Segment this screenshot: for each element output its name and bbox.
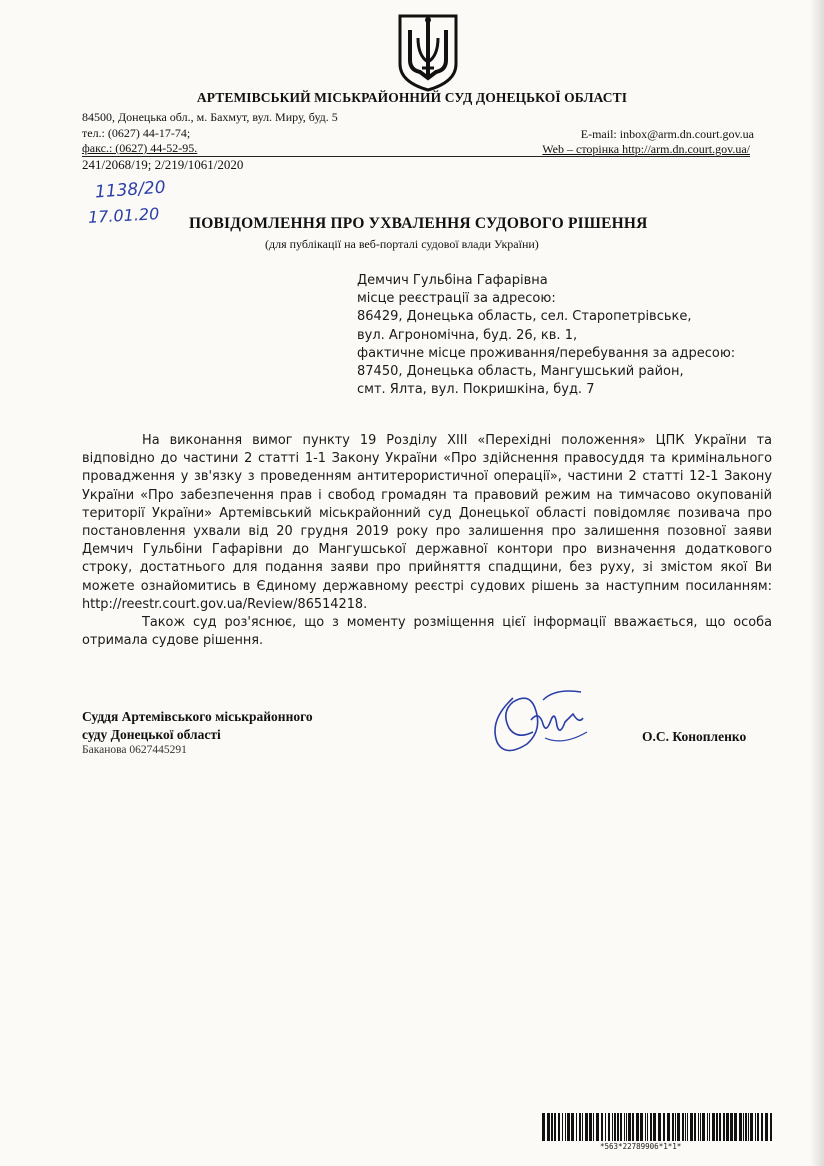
document-subtitle: (для публікації на веб-порталі судової влади України): [265, 237, 539, 251]
document-title: ПОВІДОМЛЕННЯ ПРО УХВАЛЕННЯ СУДОВОГО РІШЕННЯ: [189, 215, 648, 232]
handwritten-outgoing-number: 1138/20: [94, 177, 167, 203]
recipient-line: 87450, Донецька область, Мангушський район,: [357, 364, 684, 380]
handwritten-date: 17.01.20: [87, 204, 160, 227]
handwritten-signature: [483, 680, 603, 762]
body-paragraph: На виконання вимог пункту 19 Розділу XIII «Перехідні положення» ЦПК України та відповідно до частини 2 статті 1-1 Закону України «Про здійснення правосуддя та кримінального провадження у зв'язку з проведенням антитерористичної операції», частини 2 статті 12-1 Закону України «Про забезпечення прав і свобод громадян та правовий режим на тимчасово окупованій території України» Артемівський міськрайонний суд Донецької області повідомляє позивача про постановлення ухвали від 20 грудня 2019 року про залишення про залишення позовної заяви Демчич Гульбіни Гафарівни до Мангушської державної контори про визначення додаткового строку, достатнього для подання заяви про прийняття спадщини, без руху, зі змістом якої Ви можете ознайомитись в Єдиному державному реєстрі судових рішень за наступним посиланням: http://reestr.court.gov.ua/Review/86514218.: [82, 433, 772, 612]
judge-position-line: Суддя Артемівського міськрайонного: [82, 709, 313, 724]
court-name: АРТЕМІВСЬКИЙ МІСЬКРАЙОННИЙ СУД ДОНЕЦЬКОЇ ОБЛАСТІ: [196, 90, 628, 105]
case-numbers: 241/2068/19; 2/219/1061/2020: [82, 157, 244, 172]
recipient-line: місце реєстрації за адресою:: [357, 291, 556, 307]
recipient-line: фактичне місце проживання/перебування за адресою:: [357, 345, 736, 361]
judge-position: [82, 708, 313, 744]
page-edge-shadow: [810, 0, 824, 1166]
judge-position-line: суду Донецької області: [82, 727, 221, 742]
executor-contact: Баканова 0627445291: [82, 744, 187, 756]
court-phone: тел.: (0627) 44-17-74;: [82, 126, 191, 140]
notice-body: [82, 432, 772, 650]
recipient-name: Демчич Гульбіна Гафарівна: [357, 273, 548, 288]
court-website-link[interactable]: Web – сторінка http://arm.dn.court.gov.ua/: [542, 142, 750, 156]
recipient-block: [357, 272, 735, 399]
recipient-line: вул. Агрономічна, буд. 26, кв. 1,: [357, 327, 578, 343]
coat-of-arms-icon: [396, 12, 460, 92]
body-paragraph: Також суд роз'яснює, що з моменту розміщення цієї інформації вважається, що особа отримала судове рішення.: [82, 615, 772, 649]
court-fax: факс.: (0627) 44-52-95.: [82, 141, 198, 155]
recipient-line: смт. Ялта, вул. Покришкіна, буд. 7: [357, 382, 595, 398]
barcode-text: *563*22789906*1*1*: [600, 1142, 682, 1151]
court-email[interactable]: E-mail: inbox@arm.dn.court.gov.ua: [580, 127, 754, 141]
barcode: [542, 1113, 774, 1143]
recipient-line: 86429, Донецька область, сел. Старопетрівське,: [357, 309, 692, 325]
judge-name: О.С. Конопленко: [642, 729, 747, 744]
court-address: 84500, Донецька обл., м. Бахмут, вул. Миру, буд. 5: [82, 110, 338, 124]
